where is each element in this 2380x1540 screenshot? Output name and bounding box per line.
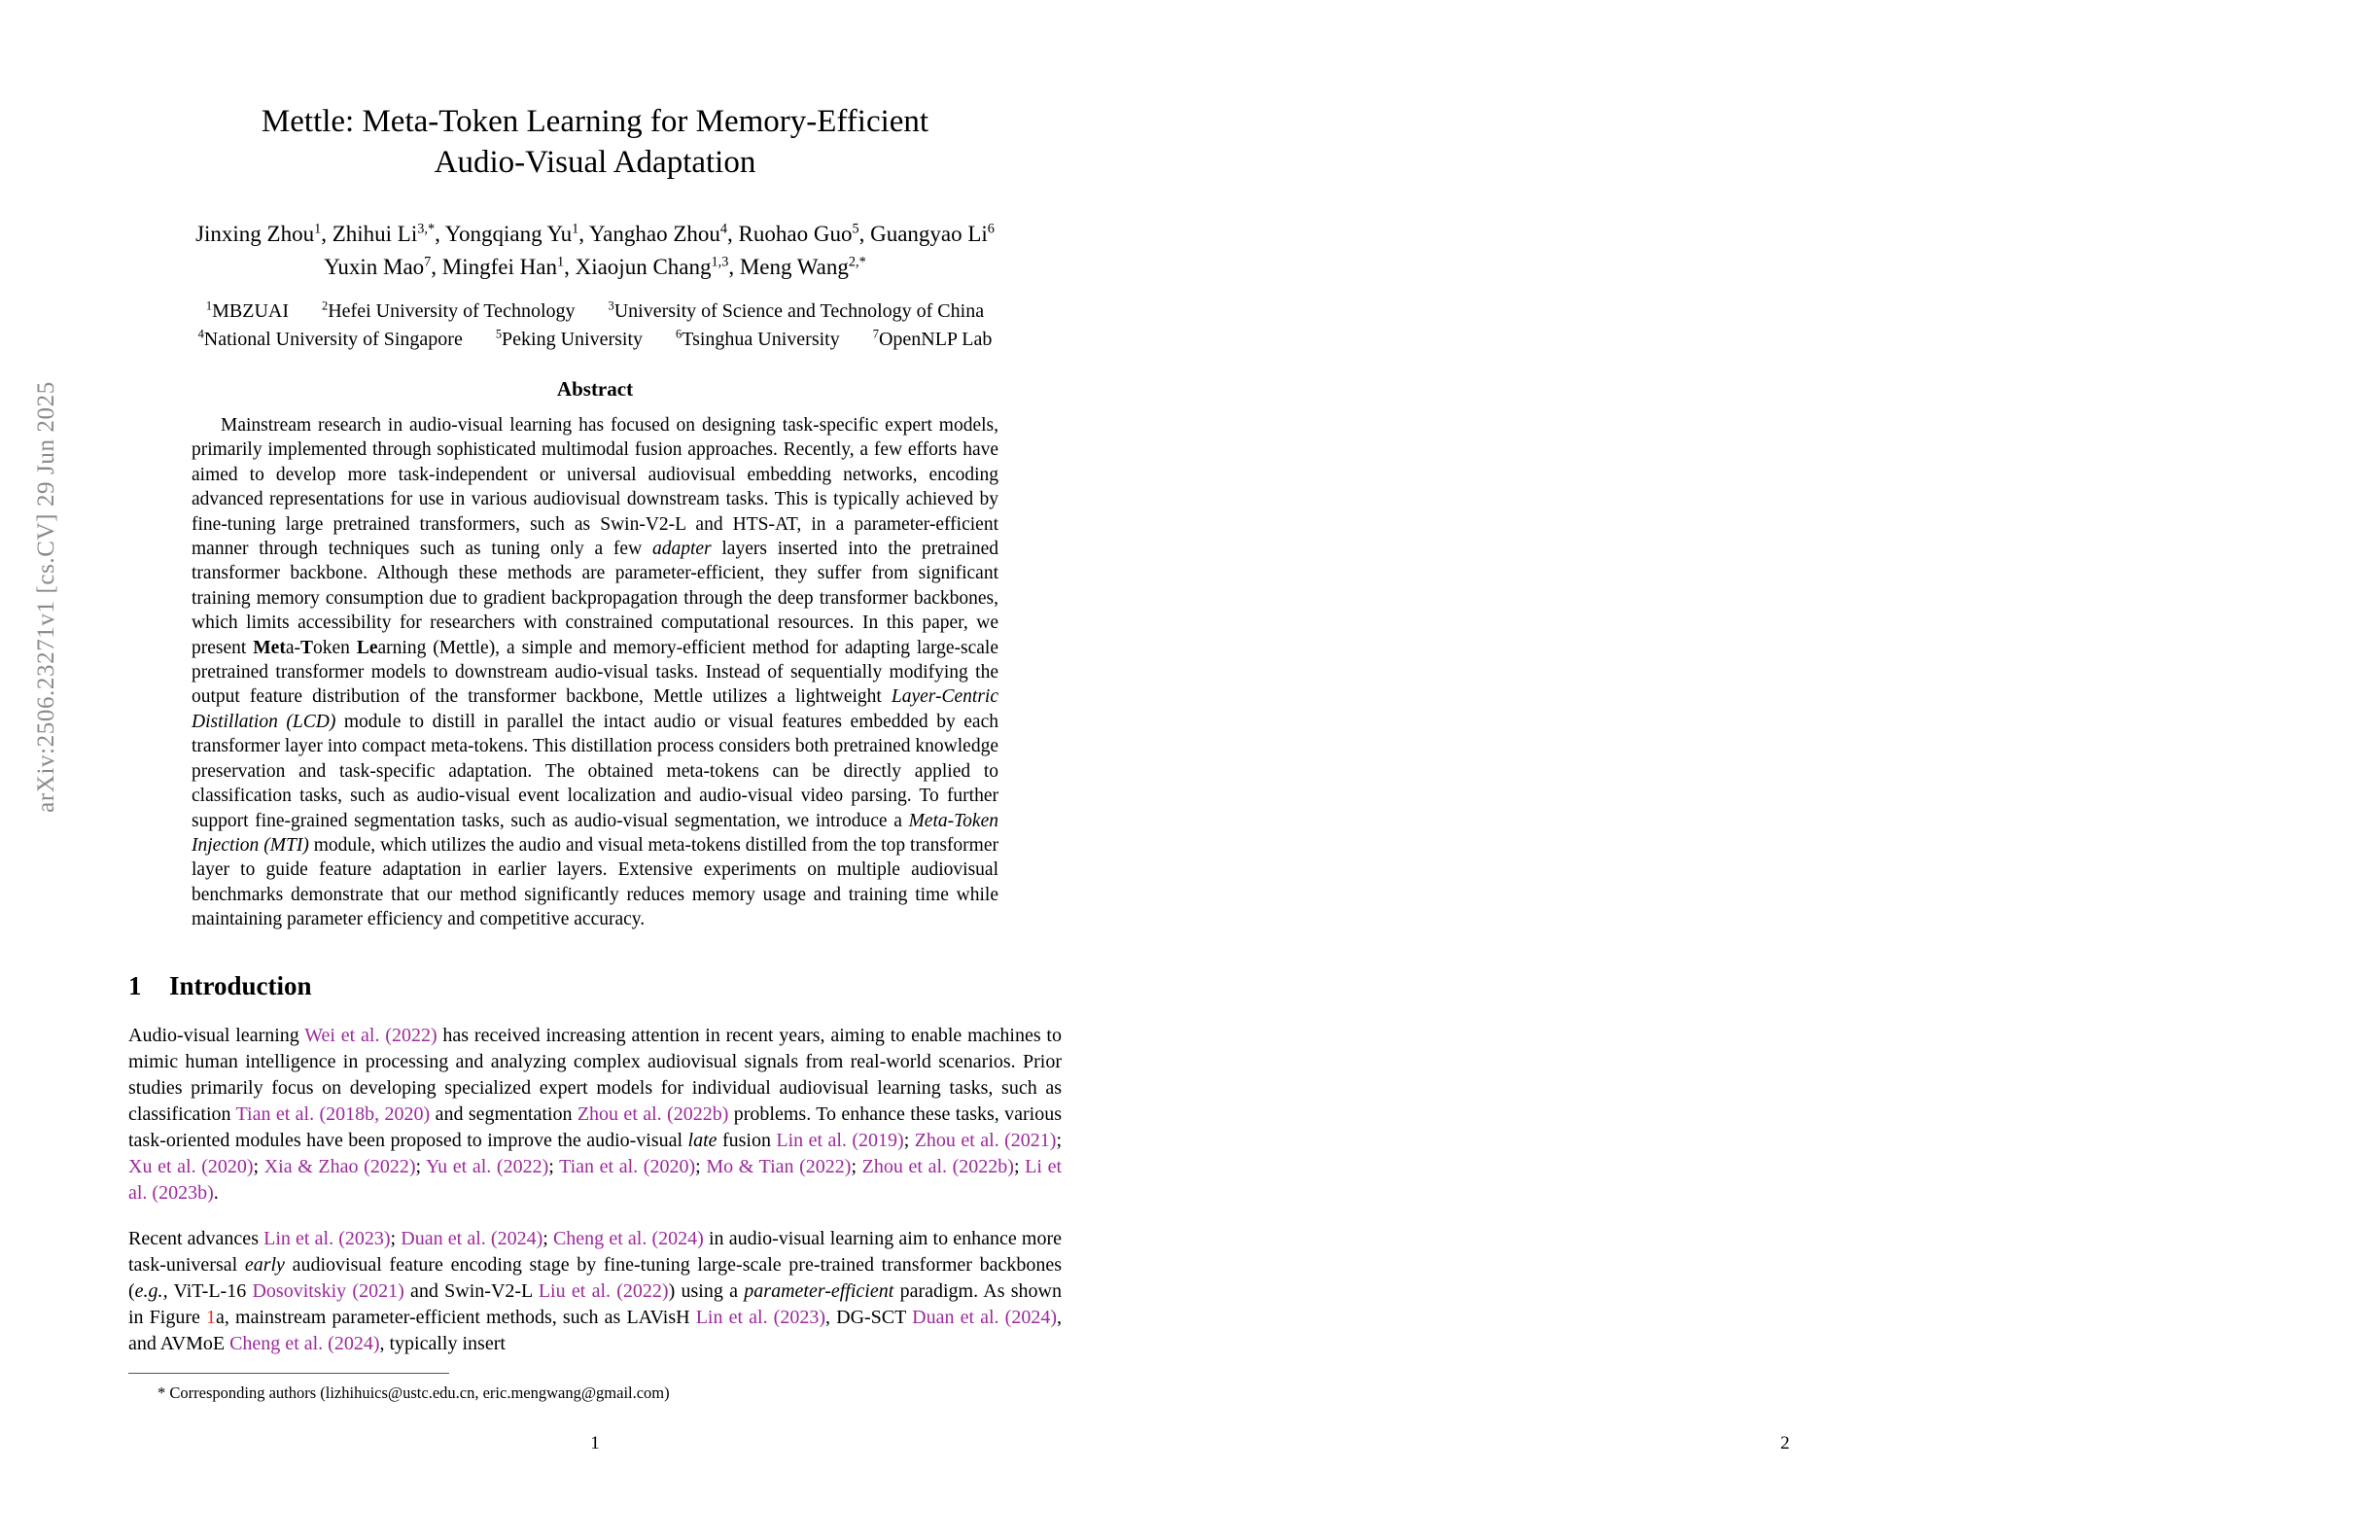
author-affiliation-marker: 3,* [417, 221, 436, 237]
body-text: ) using a [668, 1279, 745, 1302]
body-text: a- [285, 637, 300, 658]
body-text: oken [313, 637, 357, 658]
bold-text: Met [253, 637, 286, 658]
author-affiliation-marker: 1,3 [711, 254, 729, 270]
section-heading-introduction [128, 971, 1062, 1001]
affiliation-line-2 [128, 326, 1062, 354]
citation-link[interactable]: Tian et al. (2018b, 2020) [235, 1102, 431, 1125]
body-text: a, mainstream parameter-efficient methods, such as LAVisH [216, 1306, 696, 1328]
affiliation-name: Hefei University of Technology [328, 300, 576, 322]
citation-link[interactable]: Lin et al. (2019) [776, 1129, 904, 1151]
page-number-left: 1 [590, 1433, 600, 1453]
author-affiliation-marker: 2,* [848, 254, 866, 270]
affiliation-name: MBZUAI [212, 300, 290, 322]
affiliation-marker: 2 [322, 298, 329, 313]
citation-link[interactable]: Li et al. (2023b) [128, 1155, 1063, 1204]
body-text: Audio-visual learning [128, 1024, 305, 1046]
emphasis-text: Meta-Token Injection (MTI) [192, 810, 998, 856]
body-text: ; [903, 1129, 915, 1151]
section-title: Introduction [169, 970, 312, 1000]
body-text: in audio-visual learning aim to enhance more task-universal [128, 1227, 1062, 1276]
page-2 [1190, 0, 2380, 1540]
citation-link[interactable]: Lin et al. (2023) [263, 1227, 391, 1249]
author-affiliation-marker: 7 [424, 254, 432, 270]
citation-link[interactable]: Zhou et al. (2021) [914, 1129, 1057, 1151]
affiliation-name: Tsinghua University [682, 329, 840, 350]
citation-link[interactable]: Wei et al. (2022) [304, 1024, 438, 1046]
author-name: Mingfei Han [441, 255, 557, 279]
affiliation-marker: 3 [608, 298, 614, 313]
body-text: ; [415, 1155, 426, 1177]
emphasis-text: parameter-efficient [744, 1279, 894, 1302]
affiliation-marker: 1 [205, 298, 213, 313]
author-affiliation-marker: 6 [987, 221, 995, 237]
author-name: Yuxin Mao [324, 255, 425, 279]
citation-link[interactable]: Duan et al. (2024) [401, 1227, 543, 1249]
emphasis-text: late [687, 1129, 718, 1151]
abstract-text [192, 413, 998, 932]
author-name: Yanghao Zhou [588, 222, 720, 246]
footnote-divider [128, 1373, 449, 1374]
body-text: and segmentation [430, 1102, 578, 1125]
body-text: and Swin-V2-L [403, 1279, 539, 1302]
affiliation-marker: 6 [676, 327, 682, 341]
body-text: paradigm. As shown in Figure [128, 1279, 1062, 1328]
body-text: ; [548, 1155, 560, 1177]
citation-link[interactable]: Duan et al. (2024) [912, 1306, 1057, 1328]
author-line-1: Jinxing Zhou$^1$, Zhihui $Li^{3,*}$, Yongqiang Yu$^1$, Yanghao Zhou$^4$, Ruohao Guo$^5$, Guangyao Li$^6$ [195, 221, 995, 246]
figure-ref-link[interactable]: 1 [206, 1306, 217, 1328]
intro-paragraph-1 [128, 1023, 1062, 1207]
body-text: has received increasing attention in recent years, aiming to enable machines to mimic human intelligence in processing and analyzing complex audiovisual signals from real-world scenarios. Prior studies primarily focus on developing specialized expert models for individual audiovisual learning tasks, such as classification [128, 1024, 1062, 1125]
citation-link[interactable]: Mo & Tian (2022) [706, 1155, 852, 1177]
footnote-corresponding-authors: * Corresponding authors (lizhihuics@ustc.edu.cn, eric.mengwang@gmail.com) [158, 1382, 670, 1402]
body-text: audiovisual feature encoding stage by fine-tuning large-scale pre-trained transformer backbones ( [128, 1253, 1063, 1302]
author-affiliation-marker: 5 [852, 221, 859, 237]
body-text: , and AVMoE [128, 1306, 1062, 1354]
citation-link[interactable]: Dosovitskiy (2021) [252, 1279, 404, 1302]
body-text: ; [253, 1155, 264, 1177]
author-name: Meng Wang [739, 255, 849, 279]
body-text: , DG-SCT [825, 1306, 913, 1328]
author-affiliation-marker: 1 [556, 254, 565, 270]
citation-link[interactable]: Yu et al. (2022) [425, 1155, 549, 1177]
section-number: 1 [128, 970, 142, 1000]
body-text: Recent advances [128, 1227, 264, 1249]
citation-link[interactable]: Tian et al. (2020) [559, 1155, 696, 1177]
author-affiliation-marker: 4 [719, 221, 728, 237]
bold-text: T [299, 637, 313, 658]
page-title [128, 101, 1062, 183]
affiliation-marker: 7 [872, 327, 879, 341]
emphasis-text: early [244, 1253, 285, 1276]
intro-paragraph-2 [128, 1226, 1062, 1357]
body-text: ; [851, 1155, 862, 1177]
body-text: module, which utilizes the audio and visual meta-tokens distilled from the top transformer layer to guide feature adaptation in earlier layers. Extensive experiments on multiple audiovisual benchmarks demonstrate that our method significantly reduces memory usage and training time while maintaining parameter efficiency and competitive accuracy. [192, 834, 998, 930]
body-text: ; [390, 1227, 402, 1249]
title-line-2: Audio-Visual Adaptation [434, 145, 756, 180]
citation-link[interactable]: Xia & Zhao (2022) [263, 1155, 416, 1177]
citation-link[interactable]: Liu et al. (2022) [538, 1279, 669, 1302]
body-text: fusion [717, 1129, 777, 1151]
body-text: , typically insert [379, 1332, 506, 1354]
emphasis-text: e.g. [134, 1279, 163, 1302]
author-name: Zhihui Li [332, 222, 418, 246]
citation-link[interactable]: Cheng et al. (2024) [552, 1227, 704, 1249]
body-text: ; [1013, 1155, 1026, 1177]
citation-link[interactable]: Zhou et al. (2022b) [861, 1155, 1014, 1177]
body-text: ; [1056, 1129, 1063, 1151]
author-line-2: Yuxin Mao$^7$, Mingfei Han$^1$, Xiaojun Chang$^{1,3}$, Meng Wang$^{2,*}$ [324, 254, 866, 279]
title-line-1: Mettle: Meta-Token Learning for Memory-Efficient [261, 104, 929, 139]
emphasis-text: adapter [651, 539, 712, 560]
author-affiliation-marker: 1 [572, 221, 579, 237]
author-name: Ruohao Guo [738, 222, 853, 246]
body-text: , ViT-L-16 [162, 1279, 253, 1302]
citation-link[interactable]: Zhou et al. (2022b) [577, 1102, 729, 1125]
author-name: Jinxing Zhou [195, 222, 315, 246]
body-text: Mainstream research in audio-visual learning has focused on designing task-specific expert models, primarily implemented through sophisticated multimodal fusion approaches. Recently, a few efforts have aimed to develop more task-independent or universal audiovisual embedding networks, encoding advanced representations for use in various audiovisual downstream tasks. This is typically achieved by fine-tuning large pretrained transformers, such as Swin-V2-L and HTS-AT, in a parameter-efficient manner through techniques such as tuning only a few [192, 415, 998, 560]
bold-text: Le [356, 637, 378, 658]
affiliation-name: OpenNLP Lab [878, 329, 993, 350]
body-text: ; [542, 1227, 553, 1249]
affiliation-marker: 5 [495, 327, 503, 341]
body-text: . [213, 1181, 219, 1204]
citation-link[interactable]: Xu et al. (2020) [128, 1155, 254, 1177]
affiliation-name: National University of Singapore [203, 329, 463, 350]
affiliation-name: Peking University [502, 329, 644, 350]
body-text: layers inserted into the pretrained transformer backbone. Although these methods are parameter-efficient, they suffer from significant training memory consumption due to gradient backpropagation through the deep transformer backbones, which limits accessibility for researchers with constrained computational resources. In this paper, we present [192, 539, 998, 658]
abstract-heading: Abstract [556, 377, 634, 401]
citation-link[interactable]: Lin et al. (2023) [695, 1306, 826, 1328]
affiliation-marker: 4 [197, 327, 204, 341]
page-number-right: 2 [1780, 1433, 1790, 1453]
author-affiliation-marker: 1 [314, 221, 322, 237]
author-list [128, 218, 1062, 284]
affiliation-name: University of Science and Technology of China [613, 300, 985, 322]
body-text: arning (Mettle), a simple and memory-efficient method for adapting large-scale pretrained transformer models to downstream audio-visual tasks. Instead of sequentially modifying the output feature distribution of the transformer backbone, Mettle utilizes a lightweight [192, 637, 998, 708]
body-text: ; [695, 1155, 707, 1177]
arxiv-stamp: arXiv:2506.23271v1 [cs.CV] 29 Jun 2025 [33, 381, 59, 813]
citation-link[interactable]: Cheng et al. (2024) [229, 1332, 380, 1354]
author-name: Yongqiang Yu [444, 222, 573, 246]
affiliation-list [128, 298, 1062, 354]
left-page-column [128, 0, 1062, 1403]
author-name: Xiaojun Chang [575, 255, 712, 279]
author-name: Guangyao Li [870, 222, 988, 246]
body-text: module to distill in parallel the intact audio or visual features embedded by each transformer layer into compact meta-tokens. This distillation process considers both pretrained knowledge preservation and task-specific adaptation. The obtained meta-tokens can be directly applied to classification tasks, such as audio-visual event localization and audio-visual video parsing. To further support fine-grained segmentation tasks, such as audio-visual segmentation, we introduce a [192, 711, 998, 831]
affiliation-line-1 [128, 298, 1062, 326]
emphasis-text: Layer-Centric Distillation (LCD) [192, 686, 998, 732]
body-text: problems. To enhance these tasks, various task-oriented modules have been proposed to improve the audio-visual [128, 1102, 1063, 1151]
